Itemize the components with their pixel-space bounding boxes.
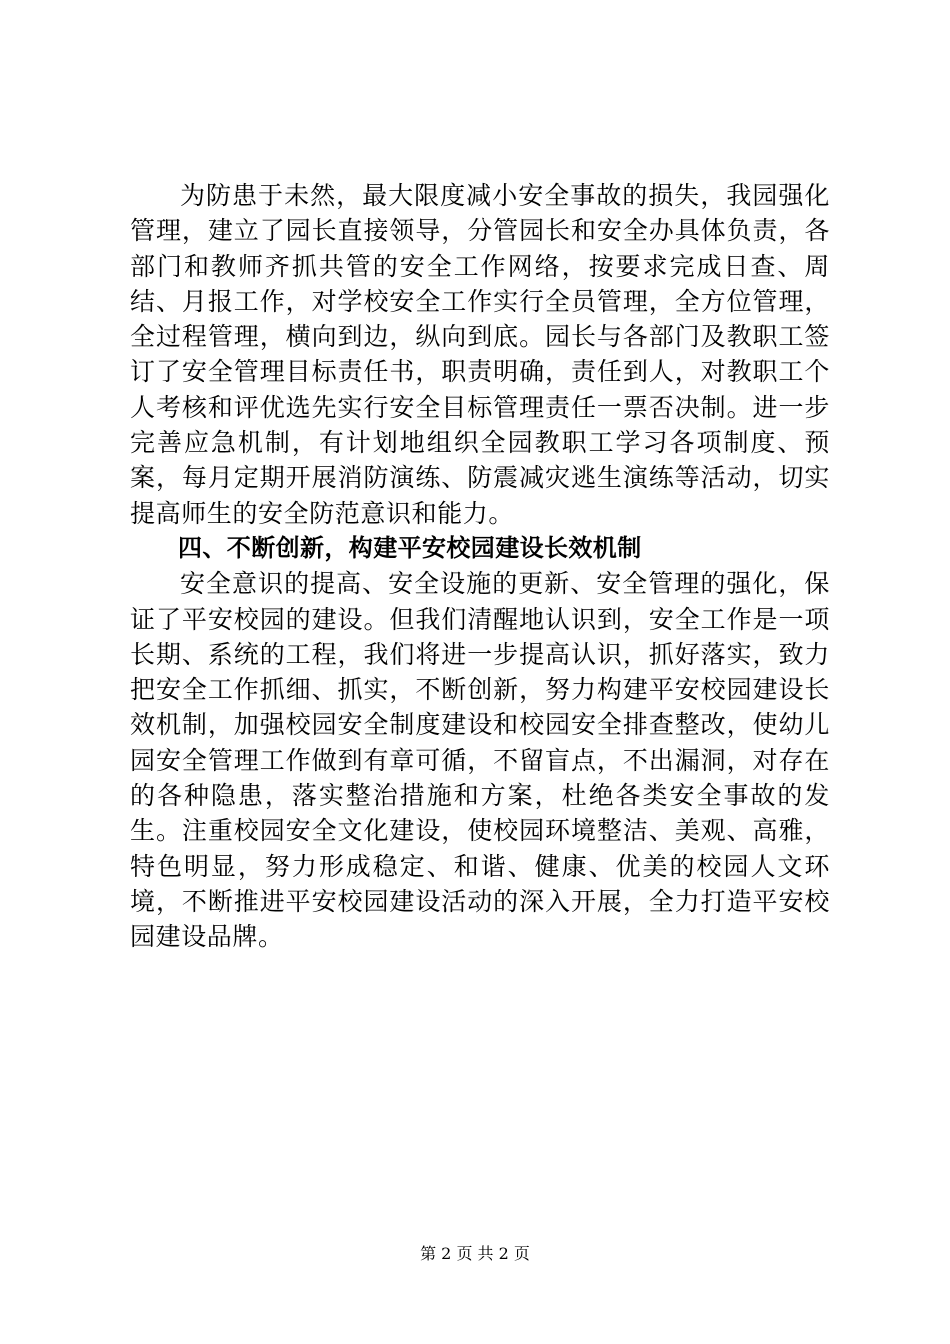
- section-heading: 四、不断创新，构建平安校园建设长效机制: [178, 533, 642, 562]
- page-number-footer: 第 2 页 共 2 页: [420, 1244, 530, 1263]
- body-paragraph: 为防患于未然，最大限度减小安全事故的损失，我园强化管理，建立了园长直接领导，分管园长和安全办具体负责，各部门和教师齐抓共管的安全工作网络，按要求完成日查、周结、月报工作，对学校安全工作实行全员管理，全方位管理，全过程管理，横向到边，纵向到底。园长与各部门及教职工签订了安全管理目标责任书，职责明确，责任到人，对教职工个人考核和评优选先实行安全目标管理责任一票否决制。进一步完善应急机制，有计划地组织全园教职工学习各项制度、预案，每月定期开展消防演练、防震减灾逃生演练等活动，切实提高师生的安全防范意识和能力。: [130, 181, 830, 528]
- document-body: [130, 178, 830, 955]
- body-paragraph: 安全意识的提高、安全设施的更新、安全管理的强化，保证了平安校园的建设。但我们清醒地认识到，安全工作是一项长期、系统的工程，我们将进一步提高认识，抓好落实，致力把安全工作抓细、抓实，不断创新，努力构建平安校园建设长效机制，加强校园安全制度建设和校园安全排查整改，使幼儿园安全管理工作做到有章可循，不留盲点，不出漏洞，对存在的各种隐患，落实整治措施和方案，杜绝各类安全事故的发生。注重校园安全文化建设，使校园环境整洁、美观、高雅，特色明显，努力形成稳定、和谐、健康、优美的校园人文环境，不断推进平安校园建设活动的深入开展，全力打造平安校园建设品牌。: [130, 569, 830, 952]
